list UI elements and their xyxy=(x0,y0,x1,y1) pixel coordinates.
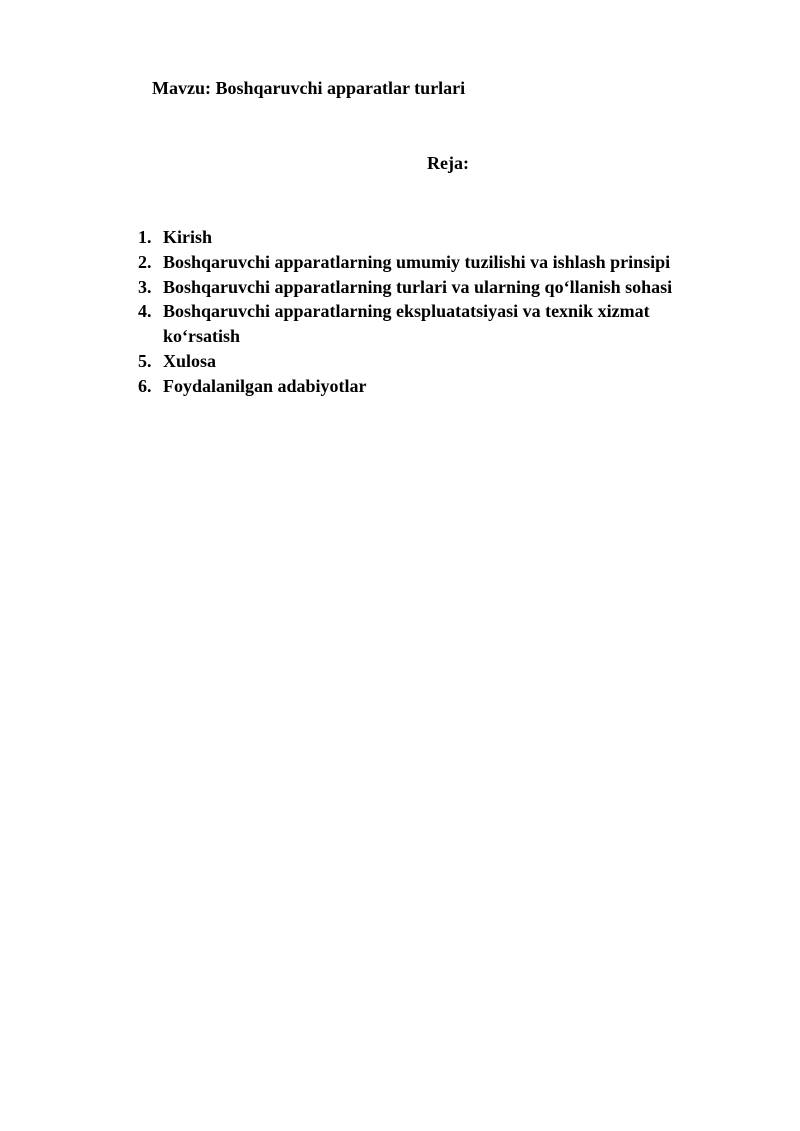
plan-item-number: 6. xyxy=(138,375,152,396)
plan-item-text: Boshqaruvchi apparatlarning ekspluatatsiyasi va texnik xizmat ko‘rsatish xyxy=(163,301,650,347)
plan-item-5 xyxy=(138,349,708,374)
plan-item-text: Foydalanilgan adabiyotlar xyxy=(163,375,367,396)
plan-item-number: 2. xyxy=(138,251,152,272)
plan-item-text: Xulosa xyxy=(163,350,217,371)
plan-item-3 xyxy=(138,275,708,300)
plan-item-text: Boshqaruvchi apparatlarning umumiy tuzilishi va ishlash prinsipi xyxy=(163,251,671,272)
plan-item-4 xyxy=(138,299,708,349)
plan-item-number: 4. xyxy=(138,301,152,322)
plan-item-6 xyxy=(138,374,708,399)
topic-title: Mavzu: Boshqaruvchi apparatlar turlari xyxy=(152,78,466,98)
plan-item-text: Boshqaruvchi apparatlarning turlari va ularning qo‘llanish sohasi xyxy=(163,276,673,297)
plan-item-number: 1. xyxy=(138,227,152,247)
plan-item-number: 5. xyxy=(138,350,152,371)
plan-item-1 xyxy=(138,225,708,250)
plan-item-number: 3. xyxy=(138,276,152,297)
plan-heading: Reja: xyxy=(427,153,469,173)
plan-item-2 xyxy=(138,250,708,275)
plan-item-text: Kirish xyxy=(163,227,213,247)
plan-list xyxy=(138,225,708,399)
